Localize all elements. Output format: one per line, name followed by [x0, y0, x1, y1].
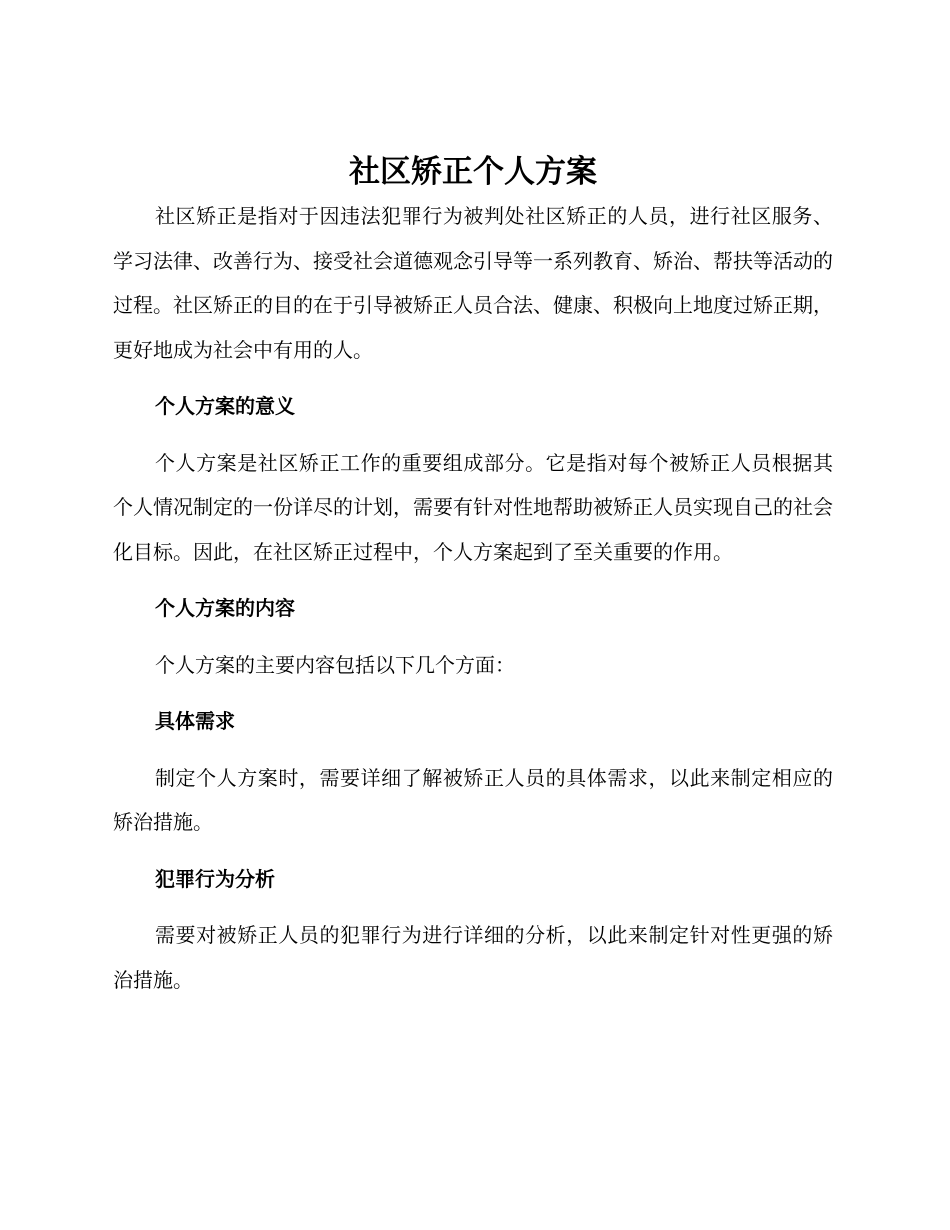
document-page: [113, 150, 833, 1002]
section-heading-meaning: 个人方案的意义: [155, 394, 295, 418]
analysis-paragraph: 需要对被矫正人员的犯罪行为进行详细的分析，以此来制定针对性更强的矫治措施。: [113, 923, 833, 992]
intro-paragraph: 社区矫正是指对于因违法犯罪行为被判处社区矫正的人员，进行社区服务、学习法律、改善行为、接受社会道德观念引导等一系列教育、矫治、帮扶等活动的过程。社区矫正的目的在于引导被矫正人员合法、健康、积极向上地度过矫正期，更好地成为社会中有用的人。: [113, 204, 833, 362]
section-heading-content: 个人方案的内容: [155, 596, 295, 620]
document-title: 社区矫正个人方案: [349, 154, 597, 190]
needs-paragraph: 制定个人方案时，需要详细了解被矫正人员的具体需求，以此来制定相应的矫治措施。: [113, 765, 833, 834]
meaning-paragraph: 个人方案是社区矫正工作的重要组成部分。它是指对每个被矫正人员根据其个人情况制定的一份详尽的计划，需要有针对性地帮助被矫正人员实现自己的社会化目标。因此，在社区矫正过程中，个人方案起到了至关重要的作用。: [113, 450, 833, 564]
item-heading-needs: 具体需求: [155, 709, 235, 733]
content-paragraph: 个人方案的主要内容包括以下几个方面：: [155, 652, 515, 677]
item-heading-analysis: 犯罪行为分析: [155, 866, 275, 891]
